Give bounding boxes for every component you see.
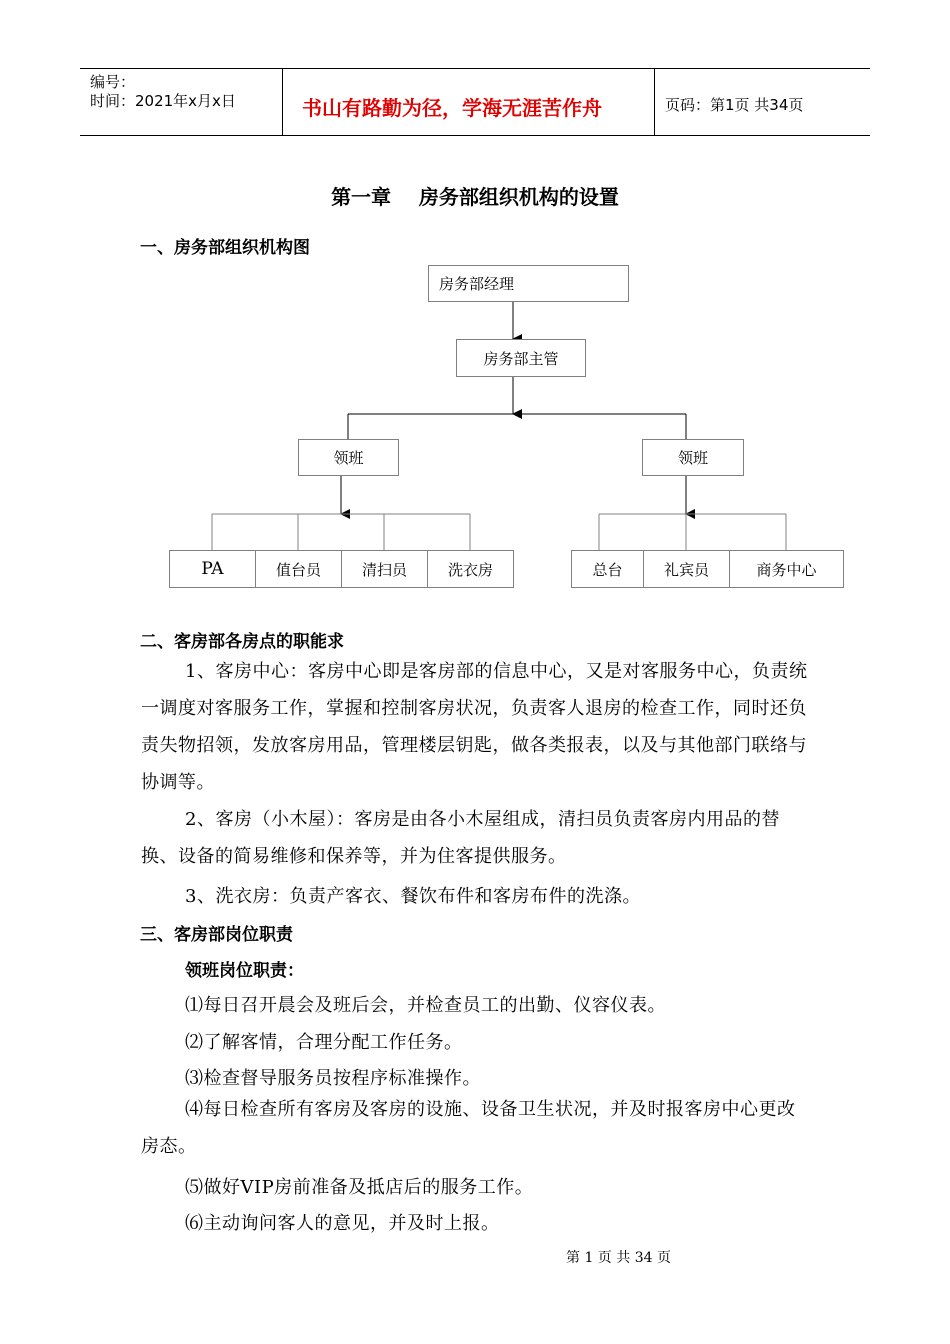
duty-item-4: ⑷每日检查所有客房及客房的设施、设备卫生状况，并及时报客房中心更改房态。	[141, 1099, 796, 1157]
duty-item-1: ⑴每日召开晨会及班后会，并检查员工的出勤、仪容仪表。	[185, 995, 666, 1016]
header-date: 时间：2021年x月x日	[90, 92, 236, 110]
org-box-laundry: 洗衣房	[427, 550, 514, 588]
org-box-front-desk: 总台	[571, 550, 644, 588]
org-box-manager: 房务部经理	[428, 265, 629, 302]
duty-item-6: ⑹主动询问客人的意见，并及时上报。	[185, 1213, 500, 1234]
page-footer: 第 1 页 共 34 页	[566, 1250, 671, 1266]
org-box-attendant: 值台员	[255, 550, 342, 588]
section3-subtitle: 领班岗位职责：	[185, 961, 304, 981]
duty-item-2: ⑵了解客情，合理分配工作任务。	[185, 1032, 463, 1053]
org-box-cleaner: 清扫员	[341, 550, 428, 588]
header-motto: 书山有路勤为径，学海无涯苦作舟	[302, 96, 602, 120]
section2-paragraph-2: 2、客房（小木屋）：客房是由各小木屋组成，清扫员负责客房内用品的替换、设备的简易维修和保养等，并为住客提供服务。	[141, 809, 780, 867]
org-box-supervisor: 房务部主管	[456, 339, 586, 377]
org-box-lead-right: 领班	[642, 439, 744, 476]
org-box-business-center: 商务中心	[729, 550, 844, 588]
section2-paragraph-1: 1、客房中心：客房中心即是客房部的信息中心，又是对客服务中心，负责统一调度对客服务工作，掌握和控制客房状况，负责客人退房的检查工作，同时还负责失物招领，发放客房用品，管理楼层钥匙，做各类报表，以及与其他部门联络与协调等。	[141, 661, 808, 793]
section2-paragraph-3: 3、洗衣房：负责产客衣、餐饮布件和客房布件的洗涤。	[185, 886, 641, 907]
org-box-lead-left: 领班	[298, 439, 399, 476]
header-page-info: 页码：第1页 共34页	[665, 96, 804, 114]
duty-item-3: ⑶检查督导服务员按程序标准操作。	[185, 1068, 481, 1089]
header-number-label: 编号：	[90, 73, 136, 91]
chapter-title: 第一章 房务部组织机构的设置	[331, 185, 619, 209]
section3-title: 三、客房部岗位职责	[140, 925, 293, 945]
section2-title: 二、客房部各房点的职能求	[140, 632, 344, 652]
duty-item-5: ⑸做好VIP房前准备及抵店后的服务工作。	[185, 1177, 534, 1198]
org-box-concierge: 礼宾员	[643, 550, 730, 588]
org-box-pa: PA	[169, 550, 256, 588]
section1-title: 一、房务部组织机构图	[140, 238, 310, 258]
